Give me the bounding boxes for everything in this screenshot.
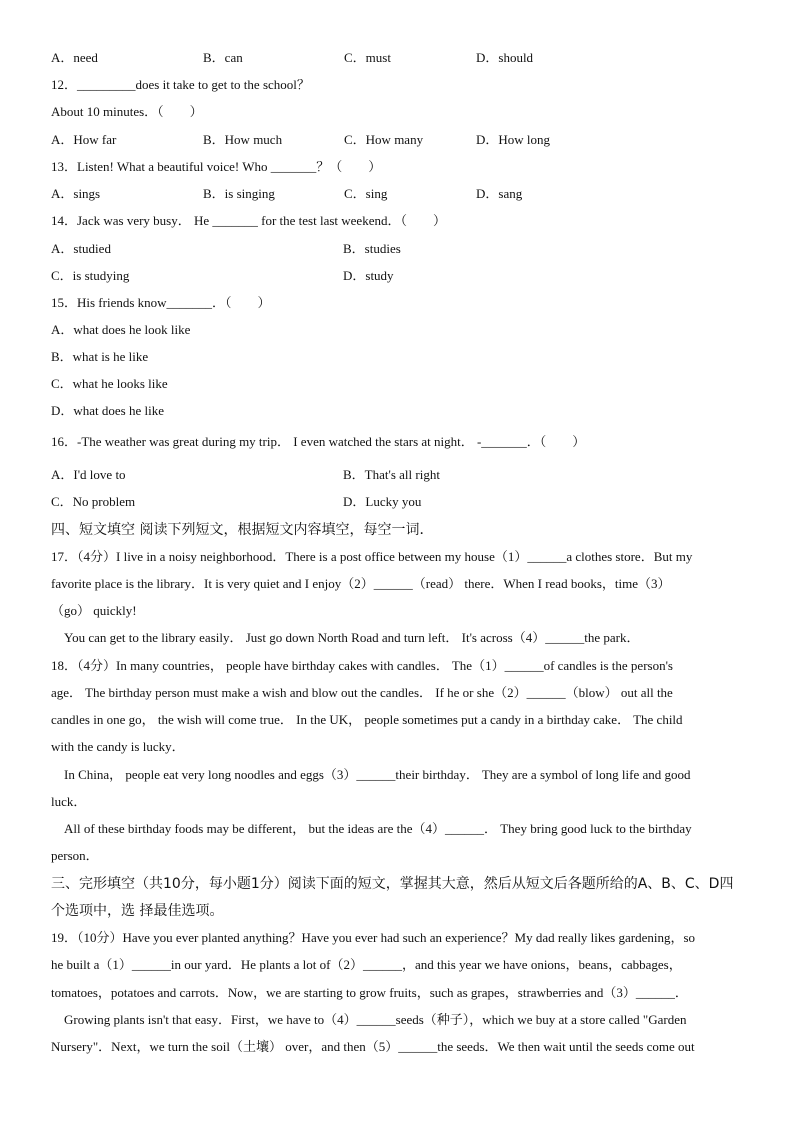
q14-option-d: D．study [343,268,394,283]
q19-line-2: he built a（1）______in our yard．He plants a lot of（2）______，and this year we have onions，beans，cabbages， [51,957,682,972]
q14-option-a: A．studied [51,241,111,256]
q18-line-2: age． The birthday person must make a wish and blow out the candles． If he or she（2）______（blow） out all the [51,685,673,700]
q15-stem: 15．His friends know_______．（ ） [51,295,271,310]
q17-line-3: （go） quickly! [51,603,137,618]
q13-option-d: D．sang [476,186,523,201]
q12-option-a: A．How far [51,132,117,147]
q17-line-2: favorite place is the library．It is very quiet and I enjoy（2）______（read） there．When I read books，time（3） [51,576,671,591]
q18-line-8: person． [51,848,99,863]
q16-option-b: B．That's all right [343,467,440,482]
q17-line-4: You can get to the library easily． Just go down North Road and turn left． It's across（4）______the park． [51,630,640,645]
q18-line-7: All of these birthday foods may be different， but the ideas are the（4）______． They bring good luck to the birthday [51,821,692,836]
section-3-heading-line-2: 个选项中，选 择最佳选项。 [51,903,224,919]
q19-line-5: Nursery"．Next，we turn the soil（土壤） over，and then（5）______the seeds．We then wait until the seeds come out [51,1039,695,1054]
q12-option-b: B．How much [203,132,283,147]
q15-option-a: A．what does he look like [51,322,191,337]
q14-option-b: B．studies [343,241,401,256]
q15-option-d: D．what does he like [51,403,165,418]
section-4-heading: 四、短文填空 阅读下列短文，根据短文内容填空，每空一词． [51,522,434,538]
q19-line-3: tomatoes，potatoes and carrots．Now，we are starting to grow fruits，such as grapes，strawberries and（3）______． [51,985,688,1000]
q16-option-c: C．No problem [51,494,136,509]
q19-line-1: 19．（10分）Have you ever planted anything？Have you ever had such an experience？My dad really likes gardening，so [51,930,696,945]
q11-option-a: A．need [51,50,98,65]
q12-stem: 12．_________does it take to get to the school？ [51,77,310,92]
q13-option-b: B．is singing [203,186,275,201]
q15-option-c: C．what he looks like [51,376,168,391]
q16-stem: 16．-The weather was great during my trip． I even watched the stars at night． -_______．（ ） [51,434,586,449]
q12-option-d: D．How long [476,132,551,147]
q13-option-c: C．sing [344,186,388,201]
q11-option-b: B．can [203,50,243,65]
q12-option-c: C．How many [344,132,424,147]
q13-stem: 13．Listen! What a beautiful voice! Who _______？（ ） [51,159,382,174]
q16-option-a: A．I'd love to [51,467,126,482]
q11-option-c: C．must [344,50,391,65]
q12-answer-line: About 10 minutes．（ ） [51,104,203,119]
q18-line-4: with the candy is lucky． [51,739,185,754]
q18-line-1: 18．（4分）In many countries， people have birthday cakes with candles． The（1）______of candles is the person's [51,658,673,673]
q11-option-d: D．should [476,50,534,65]
q19-line-4: Growing plants isn't that easy．First，we have to（4）______seeds（种子），which we buy at a store called "Garden [51,1012,687,1027]
q18-line-3: candles in one go， the wish will come true． In the UK， people sometimes put a candy in a birthday cake． The child [51,712,683,727]
q17-line-1: 17．（4分）I live in a noisy neighborhood．There is a post office between my house（1）______a clothes store．But my [51,549,693,564]
section-3-heading-line-1: 三、完形填空（共10分，每小题1分）阅读下面的短文，掌握其大意，然后从短文后各题所给的A、B、C、D四 [51,876,734,892]
q16-option-d: D．Lucky you [343,494,422,509]
q13-option-a: A．sings [51,186,101,201]
q18-line-5: In China， people eat very long noodles and eggs（3）______their birthday． They are a symbol of long life and good [51,767,691,782]
q14-option-c: C．is studying [51,268,130,283]
q15-option-b: B．what is he like [51,349,149,364]
q14-stem: 14．Jack was very busy． He _______ for the test last weekend．（ ） [51,213,446,228]
q18-line-6: luck． [51,794,87,809]
